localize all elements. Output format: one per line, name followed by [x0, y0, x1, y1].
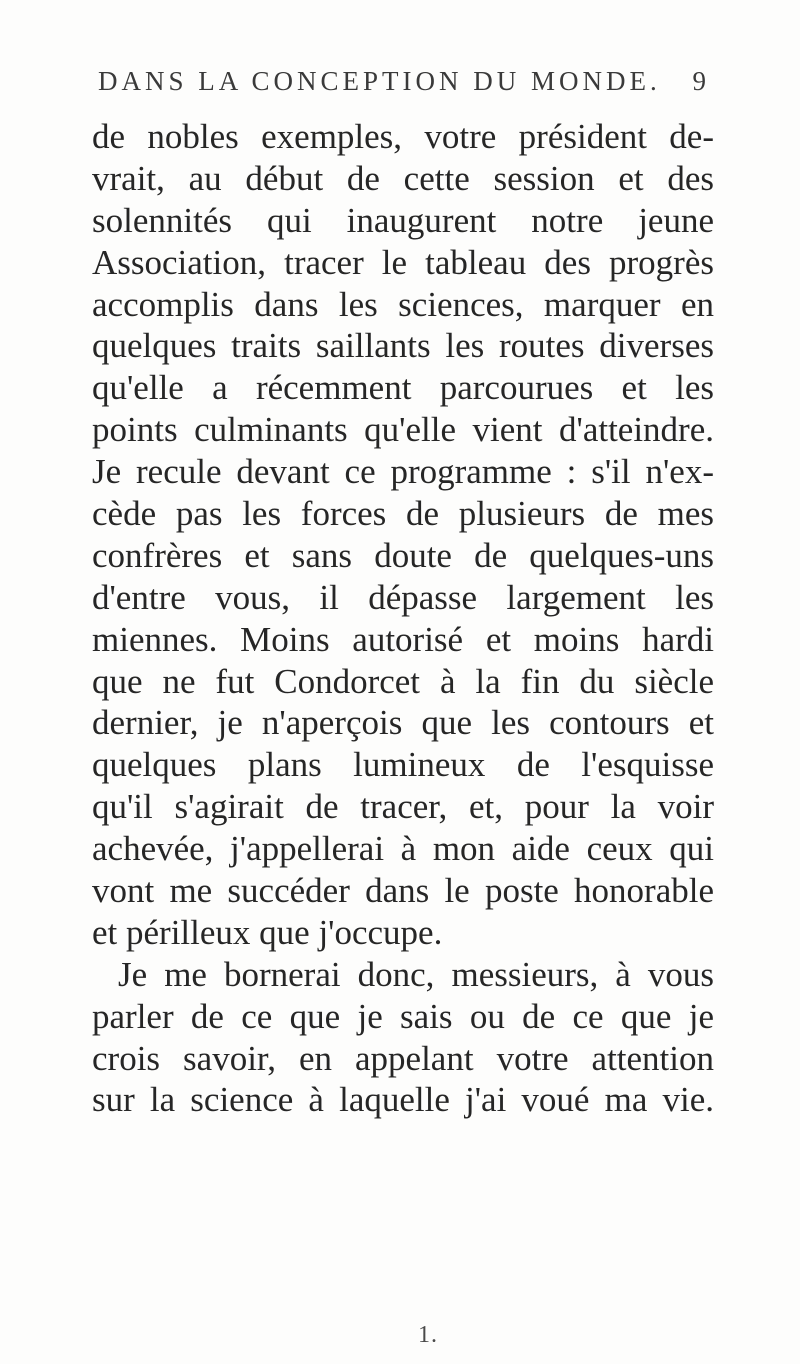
page-number: 9 [692, 66, 710, 96]
text-line: quelques plans lumineux de l'esquisse [92, 745, 714, 785]
text-line: Je recule devant ce programme : s'il n'ex- [92, 452, 714, 492]
text-line: crois savoir, en appelant votre attention [92, 1038, 714, 1078]
text-line: cède pas les forces de plusieurs de mes [92, 494, 714, 534]
text-line: dernier, je n'aperçois que les contours et [92, 703, 714, 743]
running-head [98, 66, 710, 106]
text-line: Je me bornerai donc, messieurs, à vous [118, 954, 714, 994]
text-line: d'entre vous, il dépasse largement les [92, 577, 714, 617]
text-line: et périlleux que j'occupe. [92, 912, 443, 952]
text-line: qu'il s'agirait de tracer, et, pour la voir [92, 787, 714, 827]
text-line: Association, tracer le tableau des progrès [92, 242, 714, 282]
text-line: de nobles exemples, votre président de- [92, 117, 714, 156]
text-line: solennités qui inaugurent notre jeune [92, 200, 714, 240]
text-line: miennes. Moins autorisé et moins hardi [92, 619, 714, 659]
text-line: parler de ce que je sais ou de ce que je [92, 996, 714, 1036]
text-line: points culminants qu'elle vient d'atteindre. [92, 410, 714, 450]
running-head-title: DANS LA CONCEPTION DU MONDE. [98, 66, 661, 96]
text-line: accomplis dans les sciences, marquer en [92, 284, 714, 324]
text-line: vont me succéder dans le poste honorable [92, 871, 714, 911]
text-line: qu'elle a récemment parcourues et les [92, 368, 714, 408]
body-text [92, 116, 714, 1121]
text-line: vrait, au début de cette session et des [92, 158, 714, 198]
signature-mark: 1. [418, 1322, 438, 1348]
text-line: achevée, j'appellerai à mon aide ceux qui [92, 829, 714, 869]
text-line: quelques traits saillants les routes diverses [92, 326, 714, 366]
text-line: que ne fut Condorcet à la fin du siècle [92, 661, 714, 701]
text-line: sur la science à laquelle j'ai voué ma vie. [92, 1080, 714, 1120]
text-line: confrères et sans doute de quelques-uns [92, 535, 714, 575]
